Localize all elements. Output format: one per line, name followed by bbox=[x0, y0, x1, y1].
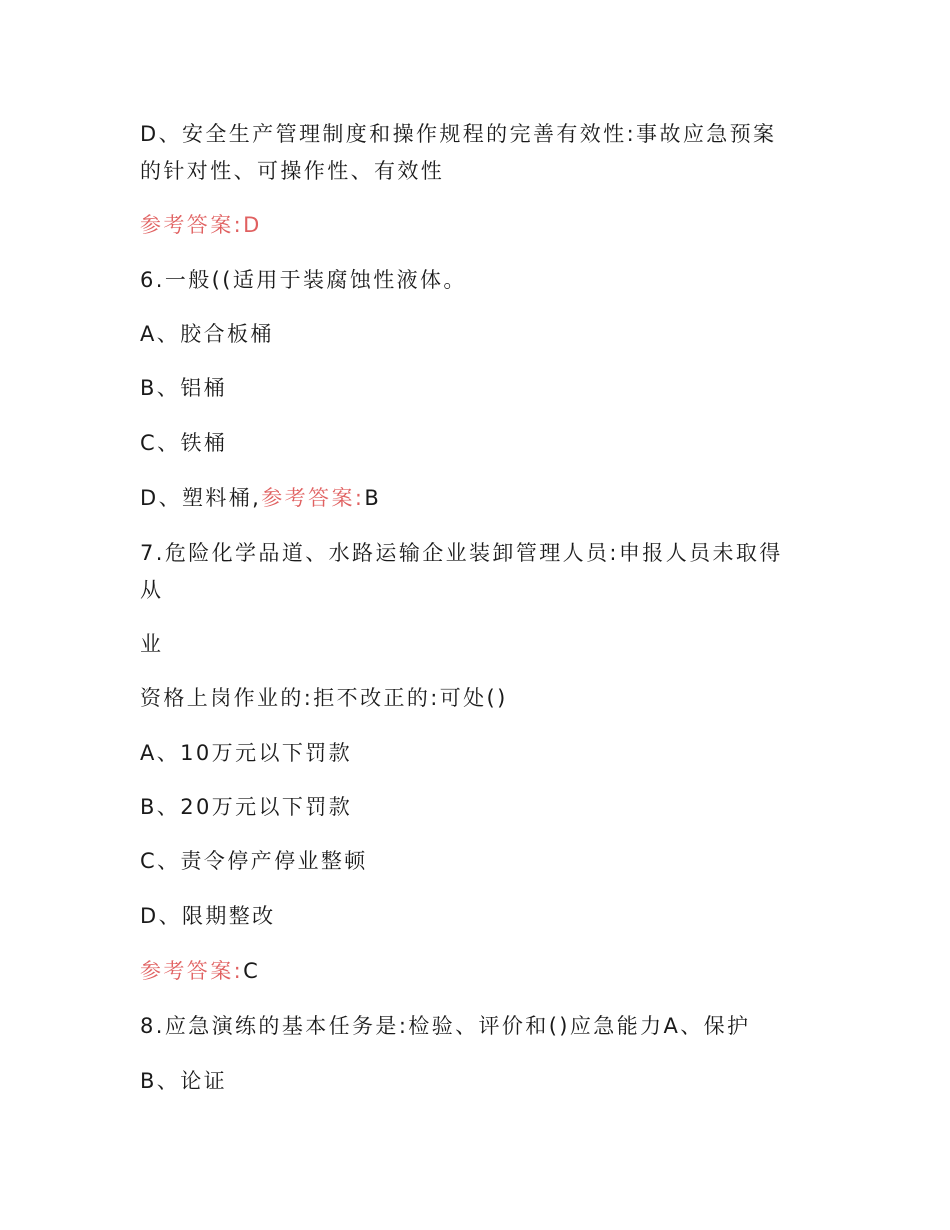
question-7-line2: 从 bbox=[140, 578, 164, 602]
answer-q7 bbox=[140, 953, 830, 989]
answer-value: C bbox=[243, 959, 261, 983]
option-d-q6 bbox=[140, 480, 830, 516]
answer-value: D bbox=[243, 213, 262, 237]
option-c-q7: C、责令停产停业整顿 bbox=[140, 849, 368, 873]
option-d-q5-line1: D、安全生产管理制度和操作规程的完善有效性:事故应急预案 bbox=[140, 122, 777, 146]
option-c-q6: C、铁桶 bbox=[140, 431, 228, 455]
answer-q5 bbox=[140, 207, 830, 243]
answer-label: 参考答案: bbox=[261, 486, 365, 510]
answer-label: 参考答案: bbox=[140, 213, 244, 237]
question-6: 6.一般((适用于装腐蚀性液体。 bbox=[140, 268, 467, 292]
answer-value: B bbox=[364, 486, 382, 510]
question-8: 8.应急演练的基本任务是:检验、评价和()应急能力A、保护 bbox=[140, 1014, 751, 1038]
option-d-q6-text: D、塑料桶, bbox=[140, 486, 262, 510]
option-d-q5-line2: 的针对性、可操作性、有效性 bbox=[140, 159, 445, 183]
option-b-q6: B、铝桶 bbox=[140, 376, 228, 400]
option-d-q7: D、限期整改 bbox=[140, 904, 276, 928]
option-b-q8: B、论证 bbox=[140, 1069, 228, 1093]
answer-label: 参考答案: bbox=[140, 959, 244, 983]
question-7-line4: 资格上岗作业的:拒不改正的:可处() bbox=[140, 686, 508, 710]
question-7-line1: 7.危险化学品道、水路运输企业装卸管理人员:申报人员未取得 bbox=[140, 541, 783, 565]
option-b-q7: B、20万元以下罚款 bbox=[140, 795, 353, 819]
option-a-q6: A、胶合板桶 bbox=[140, 322, 274, 346]
question-7-line3: 业 bbox=[140, 632, 164, 656]
option-a-q7: A、10万元以下罚款 bbox=[140, 741, 353, 765]
